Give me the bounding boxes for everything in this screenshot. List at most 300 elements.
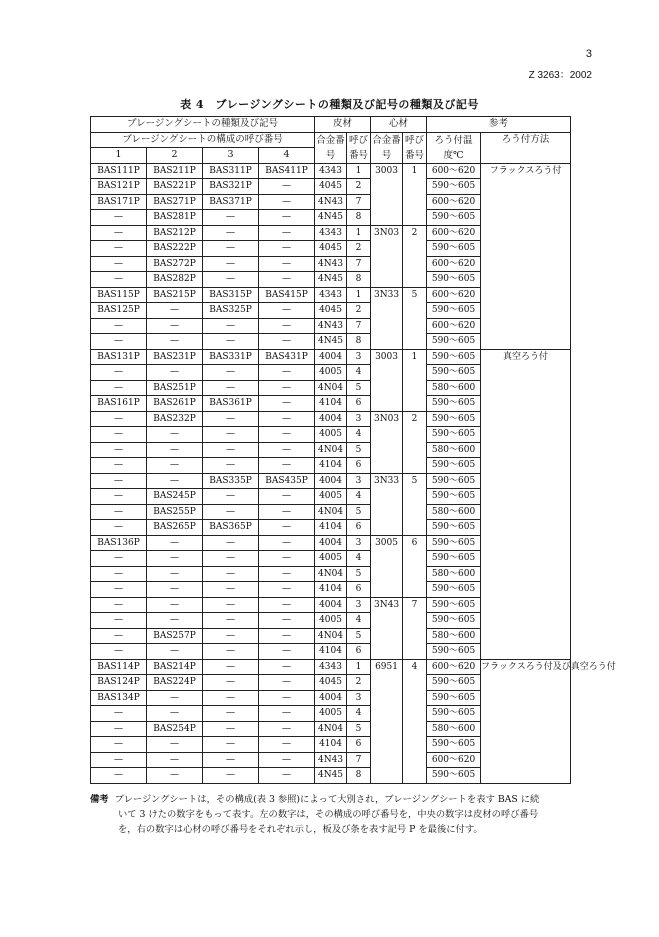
code-col-3: — — [203, 225, 259, 241]
code-col-1: — — [91, 721, 147, 737]
brazing-temp: 580～600 — [427, 442, 481, 458]
code-col-1: — — [91, 225, 147, 241]
skin-alloy: 4N43 — [315, 194, 347, 210]
code-col-2: BAS265P — [147, 520, 203, 536]
code-col-1: — — [91, 551, 147, 567]
code-col-3: — — [203, 721, 259, 737]
skin-alloy: 4045 — [315, 303, 347, 319]
core-call-no: 7 — [403, 597, 427, 659]
code-col-2: — — [147, 644, 203, 660]
code-col-3: BAS325P — [203, 303, 259, 319]
code-col-4: BAS431P — [259, 349, 315, 365]
code-col-2: — — [147, 535, 203, 551]
code-col-4: — — [259, 582, 315, 598]
skin-call-no: 6 — [347, 644, 371, 660]
skin-call-no: 5 — [347, 628, 371, 644]
code-col-1: BAS131P — [91, 349, 147, 365]
code-col-3: — — [203, 659, 259, 675]
code-col-4: BAS435P — [259, 473, 315, 489]
code-col-1: — — [91, 241, 147, 257]
code-col-1: — — [91, 504, 147, 520]
code-col-4: — — [259, 411, 315, 427]
skin-call-no: 5 — [347, 566, 371, 582]
code-col-1: — — [91, 272, 147, 288]
table-row — [91, 163, 571, 179]
brazing-temp: 600～620 — [427, 225, 481, 241]
code-col-2: BAS271P — [147, 194, 203, 210]
brazing-temp: 590～605 — [427, 489, 481, 505]
code-col-4: — — [259, 241, 315, 257]
code-col-2: BAS282P — [147, 272, 203, 288]
code-col-4: — — [259, 535, 315, 551]
code-col-2: BAS222P — [147, 241, 203, 257]
code-col-4: — — [259, 334, 315, 350]
brazing-temp: 580～600 — [427, 566, 481, 582]
header-col-3: 3 — [203, 148, 259, 164]
header-brazing-method: ろう付方法 — [481, 132, 571, 163]
code-col-4: BAS411P — [259, 163, 315, 179]
skin-call-no: 7 — [347, 752, 371, 768]
core-alloy: 6951 — [371, 659, 403, 783]
code-col-1: BAS136P — [91, 535, 147, 551]
code-col-4: — — [259, 489, 315, 505]
skin-call-no: 8 — [347, 210, 371, 226]
standard-code: Z 3263：2002 — [528, 70, 592, 81]
skin-call-no: 4 — [347, 489, 371, 505]
code-col-3: — — [203, 489, 259, 505]
skin-call-no: 2 — [347, 675, 371, 691]
code-col-3: BAS311P — [203, 163, 259, 179]
code-col-3: BAS361P — [203, 396, 259, 412]
code-col-2: BAS245P — [147, 489, 203, 505]
brazing-temp: 590～605 — [427, 303, 481, 319]
skin-call-no: 8 — [347, 272, 371, 288]
table-title: 表 4 ブレージングシートの種類及び記号の種類及び記号 — [180, 98, 479, 111]
code-col-1: — — [91, 411, 147, 427]
core-call-no: 1 — [403, 349, 427, 411]
header-brazing-temp: ろう付温度℃ — [427, 132, 481, 163]
code-col-3: — — [203, 318, 259, 334]
skin-call-no: 4 — [347, 365, 371, 381]
code-col-3: — — [203, 737, 259, 753]
code-col-4: — — [259, 752, 315, 768]
skin-alloy: 4343 — [315, 287, 347, 303]
code-col-2: BAS215P — [147, 287, 203, 303]
code-col-4: — — [259, 613, 315, 629]
code-col-2: — — [147, 318, 203, 334]
brazing-temp: 590～605 — [427, 690, 481, 706]
header-kinds: ブレージングシートの種類及び記号 — [91, 117, 315, 133]
code-col-2: BAS272P — [147, 256, 203, 272]
brazing-temp: 590～605 — [427, 365, 481, 381]
skin-call-no: 1 — [347, 163, 371, 179]
code-col-2: — — [147, 706, 203, 722]
code-col-3: BAS335P — [203, 473, 259, 489]
code-col-3: — — [203, 551, 259, 567]
code-col-4: — — [259, 458, 315, 474]
skin-call-no: 3 — [347, 411, 371, 427]
skin-alloy: 4104 — [315, 458, 347, 474]
skin-call-no: 5 — [347, 380, 371, 396]
code-col-2: — — [147, 551, 203, 567]
core-alloy: 3005 — [371, 535, 403, 597]
code-col-2: BAS232P — [147, 411, 203, 427]
skin-call-no: 4 — [347, 427, 371, 443]
code-col-4: — — [259, 520, 315, 536]
code-col-3: — — [203, 752, 259, 768]
brazing-temp: 590～605 — [427, 551, 481, 567]
code-col-2: — — [147, 613, 203, 629]
skin-alloy: 4004 — [315, 690, 347, 706]
code-col-3: — — [203, 690, 259, 706]
header-core-alloy: 合金番号 — [371, 132, 403, 163]
code-col-3: — — [203, 644, 259, 660]
code-col-2: — — [147, 566, 203, 582]
code-col-3: — — [203, 706, 259, 722]
code-col-1: — — [91, 752, 147, 768]
skin-alloy: 4N43 — [315, 752, 347, 768]
code-col-2: BAS251P — [147, 380, 203, 396]
skin-alloy: 4045 — [315, 179, 347, 195]
skin-alloy: 4N04 — [315, 504, 347, 520]
header-col-2: 2 — [147, 148, 203, 164]
skin-call-no: 4 — [347, 551, 371, 567]
brazing-temp: 600～620 — [427, 287, 481, 303]
code-col-3: — — [203, 613, 259, 629]
code-col-1: BAS121P — [91, 179, 147, 195]
code-col-2: BAS221P — [147, 179, 203, 195]
header-skin: 皮材 — [315, 117, 371, 133]
code-col-4: — — [259, 396, 315, 412]
code-col-4: — — [259, 566, 315, 582]
skin-call-no: 3 — [347, 473, 371, 489]
code-col-1: BAS134P — [91, 690, 147, 706]
code-col-4: — — [259, 690, 315, 706]
brazing-temp: 590～605 — [427, 613, 481, 629]
brazing-temp: 600～620 — [427, 318, 481, 334]
code-col-3: — — [203, 458, 259, 474]
code-col-4: — — [259, 721, 315, 737]
skin-alloy: 4004 — [315, 535, 347, 551]
code-col-1: — — [91, 256, 147, 272]
code-col-1: — — [91, 334, 147, 350]
code-col-1: — — [91, 380, 147, 396]
brazing-method: フラックスろう付及び真空ろう付 — [481, 659, 571, 783]
skin-alloy: 4N04 — [315, 442, 347, 458]
code-col-4: — — [259, 318, 315, 334]
brazing-temp: 600～620 — [427, 194, 481, 210]
skin-call-no: 6 — [347, 396, 371, 412]
code-col-1: — — [91, 644, 147, 660]
core-call-no: 2 — [403, 411, 427, 473]
brazing-temp: 590～605 — [427, 334, 481, 350]
skin-call-no: 8 — [347, 768, 371, 784]
header-skin-alloy: 合金番号 — [315, 132, 347, 163]
core-alloy: 3N33 — [371, 287, 403, 349]
brazing-method: 真空ろう付 — [481, 349, 571, 659]
code-col-4: — — [259, 303, 315, 319]
skin-call-no: 3 — [347, 349, 371, 365]
code-col-4: — — [259, 442, 315, 458]
skin-alloy: 4104 — [315, 644, 347, 660]
brazing-temp: 600～620 — [427, 163, 481, 179]
code-col-4: — — [259, 644, 315, 660]
code-col-1: BAS161P — [91, 396, 147, 412]
code-col-2: BAS257P — [147, 628, 203, 644]
code-col-1: — — [91, 365, 147, 381]
note-line-3: を，右の数字は心材の呼び番号をそれぞれ示し，板及び条を表す記号 P を最後に付す。 — [118, 824, 483, 835]
note-line-1: ブレージングシートは，その構成(表 3 参照)によって大別され，ブレージングシートを表す BAS に続 — [114, 794, 540, 805]
code-col-3: BAS321P — [203, 179, 259, 195]
core-alloy: 3N33 — [371, 473, 403, 535]
skin-alloy: 4004 — [315, 411, 347, 427]
skin-alloy: 4343 — [315, 225, 347, 241]
skin-alloy: 4104 — [315, 582, 347, 598]
code-col-1: BAS115P — [91, 287, 147, 303]
brazing-temp: 590～605 — [427, 349, 481, 365]
brazing-temp: 590～605 — [427, 427, 481, 443]
skin-call-no: 7 — [347, 194, 371, 210]
code-col-3: — — [203, 504, 259, 520]
skin-call-no: 1 — [347, 659, 371, 675]
code-col-1: BAS124P — [91, 675, 147, 691]
brazing-temp: 580～600 — [427, 628, 481, 644]
code-col-4: — — [259, 256, 315, 272]
code-col-3: — — [203, 566, 259, 582]
skin-call-no: 2 — [347, 179, 371, 195]
code-col-2: — — [147, 303, 203, 319]
core-call-no: 4 — [403, 659, 427, 783]
skin-call-no: 5 — [347, 721, 371, 737]
code-col-3: — — [203, 427, 259, 443]
code-col-4: — — [259, 597, 315, 613]
skin-alloy: 4004 — [315, 597, 347, 613]
note-line-2: いて 3 けたの数字をもって表す。左の数字は，その構成の呼び番号を，中央の数字は皮材の呼び番号 — [118, 809, 539, 820]
skin-call-no: 3 — [347, 690, 371, 706]
code-col-2: BAS212P — [147, 225, 203, 241]
brazing-temp: 590～605 — [427, 396, 481, 412]
brazing-temp: 590～605 — [427, 597, 481, 613]
code-col-3: — — [203, 768, 259, 784]
code-col-4: — — [259, 179, 315, 195]
code-col-1: — — [91, 597, 147, 613]
skin-alloy: 4005 — [315, 365, 347, 381]
header-skin-call: 呼び番号 — [347, 132, 371, 163]
brazing-temp: 590～605 — [427, 411, 481, 427]
skin-call-no: 4 — [347, 706, 371, 722]
skin-call-no: 5 — [347, 442, 371, 458]
code-col-2: BAS261P — [147, 396, 203, 412]
core-call-no: 5 — [403, 287, 427, 349]
code-col-2: — — [147, 334, 203, 350]
code-col-2: BAS231P — [147, 349, 203, 365]
core-alloy: 3N03 — [371, 411, 403, 473]
code-col-2: BAS211P — [147, 163, 203, 179]
skin-call-no: 2 — [347, 303, 371, 319]
code-col-2: — — [147, 597, 203, 613]
core-alloy: 3003 — [371, 163, 403, 225]
header-core-call: 呼び番号 — [403, 132, 427, 163]
skin-call-no: 6 — [347, 582, 371, 598]
code-col-1: BAS114P — [91, 659, 147, 675]
code-col-1: — — [91, 458, 147, 474]
skin-alloy: 4004 — [315, 349, 347, 365]
brazing-temp: 590～605 — [427, 241, 481, 257]
code-col-1: BAS125P — [91, 303, 147, 319]
code-col-1: — — [91, 427, 147, 443]
code-col-1: — — [91, 318, 147, 334]
code-col-2: BAS224P — [147, 675, 203, 691]
code-col-1: — — [91, 768, 147, 784]
code-col-2: BAS281P — [147, 210, 203, 226]
code-col-2: — — [147, 752, 203, 768]
code-col-2: — — [147, 768, 203, 784]
code-col-1: — — [91, 737, 147, 753]
code-col-1: — — [91, 520, 147, 536]
brazing-temp: 590～605 — [427, 272, 481, 288]
header-col-4: 4 — [259, 148, 315, 164]
core-call-no: 1 — [403, 163, 427, 225]
skin-alloy: 4005 — [315, 706, 347, 722]
skin-alloy: 4N45 — [315, 272, 347, 288]
skin-alloy: 4104 — [315, 396, 347, 412]
skin-alloy: 4N04 — [315, 380, 347, 396]
skin-alloy: 4N43 — [315, 318, 347, 334]
brazing-method: フラックスろう付 — [481, 163, 571, 349]
skin-call-no: 4 — [347, 613, 371, 629]
code-col-3: — — [203, 411, 259, 427]
core-call-no: 6 — [403, 535, 427, 597]
header-core: 心材 — [371, 117, 427, 133]
brazing-temp: 590～605 — [427, 473, 481, 489]
code-col-4: — — [259, 225, 315, 241]
brazing-temp: 590～605 — [427, 179, 481, 195]
code-col-3: — — [203, 535, 259, 551]
header-col-1: 1 — [91, 148, 147, 164]
skin-alloy: 4343 — [315, 163, 347, 179]
skin-call-no: 2 — [347, 241, 371, 257]
core-call-no: 2 — [403, 225, 427, 287]
code-col-1: BAS111P — [91, 163, 147, 179]
code-col-3: — — [203, 380, 259, 396]
code-col-2: — — [147, 473, 203, 489]
brazing-temp: 590～605 — [427, 706, 481, 722]
core-call-no: 5 — [403, 473, 427, 535]
code-col-1: BAS171P — [91, 194, 147, 210]
code-col-2: — — [147, 690, 203, 706]
skin-alloy: 4N43 — [315, 256, 347, 272]
code-col-4: — — [259, 365, 315, 381]
core-alloy: 3003 — [371, 349, 403, 411]
code-col-3: — — [203, 597, 259, 613]
code-col-3: BAS371P — [203, 194, 259, 210]
code-col-2: — — [147, 365, 203, 381]
brazing-temp: 580～600 — [427, 504, 481, 520]
core-alloy: 3N43 — [371, 597, 403, 659]
brazing-temp: 600～620 — [427, 659, 481, 675]
code-col-1: — — [91, 613, 147, 629]
page-number: 3 — [585, 48, 592, 60]
code-col-2: BAS214P — [147, 659, 203, 675]
skin-call-no: 8 — [347, 334, 371, 350]
skin-alloy: 4045 — [315, 241, 347, 257]
skin-call-no: 6 — [347, 737, 371, 753]
skin-alloy: 4N04 — [315, 628, 347, 644]
code-col-1: — — [91, 582, 147, 598]
skin-call-no: 1 — [347, 287, 371, 303]
skin-alloy: 4005 — [315, 427, 347, 443]
skin-alloy: 4N04 — [315, 566, 347, 582]
code-col-3: — — [203, 675, 259, 691]
brazing-temp: 580～600 — [427, 380, 481, 396]
code-col-3: BAS315P — [203, 287, 259, 303]
skin-call-no: 1 — [347, 225, 371, 241]
code-col-4: — — [259, 551, 315, 567]
skin-alloy: 4005 — [315, 489, 347, 505]
code-col-4: — — [259, 737, 315, 753]
code-col-2: — — [147, 442, 203, 458]
core-alloy: 3N03 — [371, 225, 403, 287]
code-col-4: — — [259, 659, 315, 675]
code-col-3: — — [203, 241, 259, 257]
code-col-4: — — [259, 272, 315, 288]
skin-alloy: 4004 — [315, 473, 347, 489]
brazing-temp: 590～605 — [427, 737, 481, 753]
skin-alloy: 4104 — [315, 737, 347, 753]
note — [90, 792, 580, 837]
brazing-temp: 590～605 — [427, 644, 481, 660]
brazing-temp: 590～605 — [427, 535, 481, 551]
code-col-4: — — [259, 504, 315, 520]
brazing-temp: 590～605 — [427, 520, 481, 536]
skin-alloy: 4N04 — [315, 721, 347, 737]
code-col-3: — — [203, 582, 259, 598]
brazing-temp: 590～605 — [427, 675, 481, 691]
skin-alloy: 4N45 — [315, 768, 347, 784]
code-col-3: — — [203, 210, 259, 226]
code-col-4: — — [259, 210, 315, 226]
code-col-2: BAS255P — [147, 504, 203, 520]
code-col-1: — — [91, 489, 147, 505]
brazing-temp: 590～605 — [427, 210, 481, 226]
skin-call-no: 6 — [347, 458, 371, 474]
code-col-4: — — [259, 628, 315, 644]
code-col-1: — — [91, 210, 147, 226]
skin-alloy: 4005 — [315, 613, 347, 629]
code-col-3: BAS365P — [203, 520, 259, 536]
code-col-2: — — [147, 737, 203, 753]
code-col-4: — — [259, 380, 315, 396]
skin-alloy: 4104 — [315, 520, 347, 536]
brazing-temp: 580～600 — [427, 721, 481, 737]
code-col-4: — — [259, 427, 315, 443]
brazing-temp: 590～605 — [427, 458, 481, 474]
skin-alloy: 4005 — [315, 551, 347, 567]
code-col-3: — — [203, 334, 259, 350]
brazing-temp: 590～605 — [427, 768, 481, 784]
skin-call-no: 6 — [347, 520, 371, 536]
code-col-3: — — [203, 272, 259, 288]
code-col-3: BAS331P — [203, 349, 259, 365]
code-col-1: — — [91, 706, 147, 722]
header-composition: ブレージングシートの構成の呼び番号 — [91, 132, 315, 148]
skin-alloy: 4045 — [315, 675, 347, 691]
skin-alloy: 4N45 — [315, 210, 347, 226]
code-col-2: BAS254P — [147, 721, 203, 737]
code-col-2: — — [147, 427, 203, 443]
skin-call-no: 7 — [347, 318, 371, 334]
code-col-4: — — [259, 675, 315, 691]
